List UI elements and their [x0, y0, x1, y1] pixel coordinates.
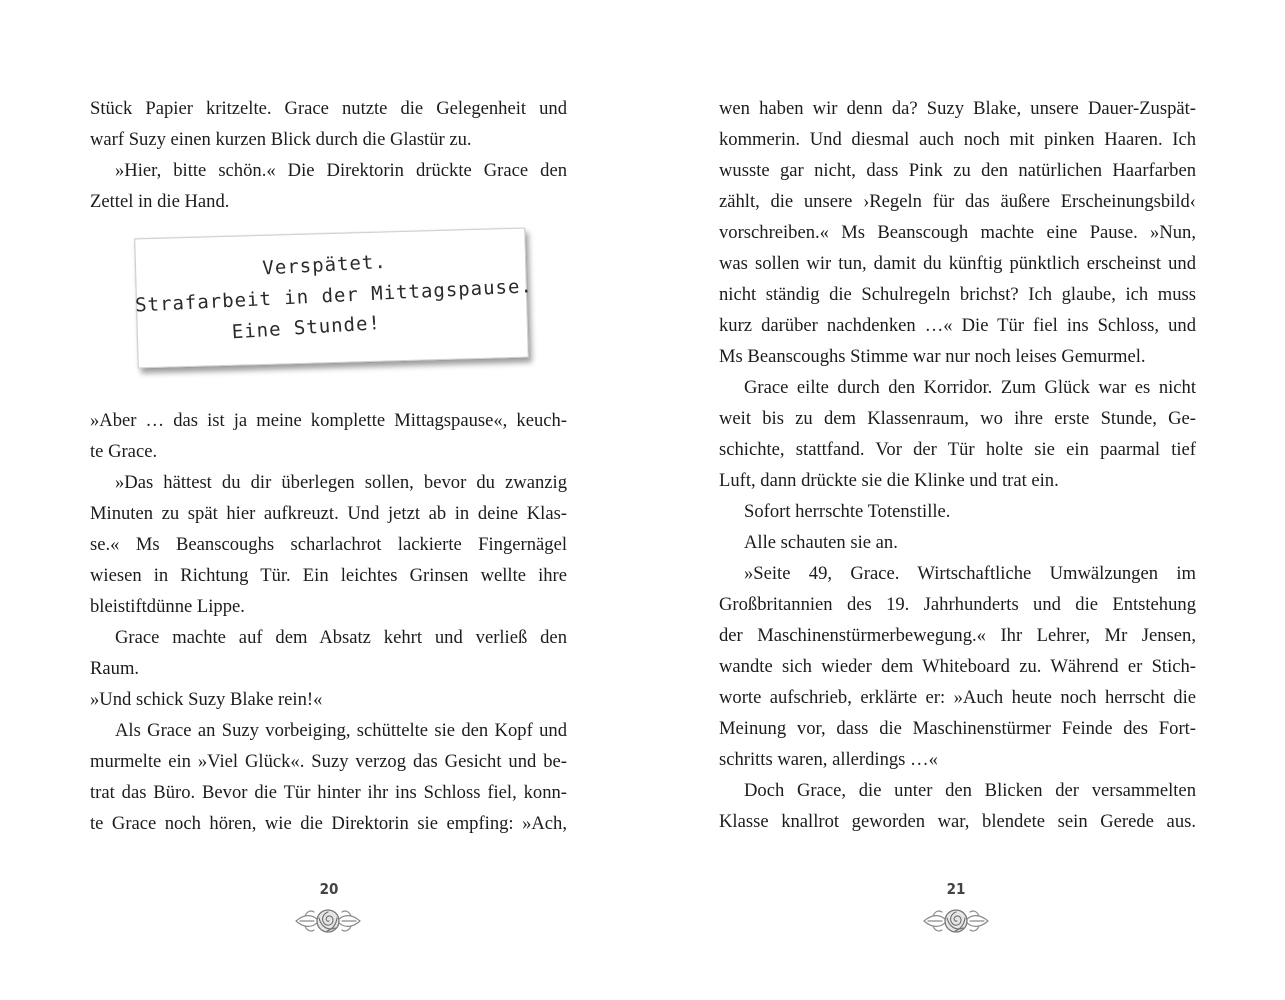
text-line: Doch Grace, die unter den Blicken der versammelten: [744, 780, 1196, 801]
text-line: se.« Ms Beanscoughs scharlachrot lackierte Fingernägel: [90, 534, 567, 555]
text-line: wandte sich wieder dem Whiteboard zu. Während er Stich-: [719, 656, 1196, 677]
text-line: Minuten zu spät hier aufkreuzt. Und jetzt ab in deine Klas-: [90, 503, 567, 524]
text-line: zählt, die unsere ›Regeln für das äußere Erscheinungsbild‹: [719, 191, 1196, 212]
text-line: Als Grace an Suzy vorbeiging, schüttelte sie den Kopf und: [115, 720, 567, 741]
text-line: schichte, stattfand. Vor der Tür holte sie ein paarmal tief: [719, 439, 1196, 460]
page-number: 21: [946, 880, 966, 898]
text-line: Klasse knallrot geworden war, blendete sein Gerede aus.: [719, 811, 1196, 832]
text-line: Stück Papier kritzelte. Grace nutzte die Gelegenheit und: [90, 98, 567, 119]
text-line: te Grace noch hören, wie die Direktorin sie empfing: »Ach,: [90, 813, 567, 834]
text-line: murmelte ein »Viel Glück«. Suzy verzog das Gesicht und be-: [90, 751, 567, 772]
text-line: weit bis zu dem Klassenraum, wo ihre erste Stunde, Ge-: [719, 408, 1196, 429]
text-line: trat das Büro. Bevor die Tür hinter ihr ins Schloss fiel, konn-: [90, 782, 567, 803]
note-line: Verspätet.: [261, 250, 388, 280]
text-line: was sollen wir tun, damit du künftig pünktlich erscheinst und: [719, 253, 1196, 274]
text-line: Meinung vor, dass die Maschinenstürmer Feinde des Fort-: [719, 718, 1196, 739]
left-text-block-1: [90, 93, 567, 217]
text-line: »Das hättest du dir überlegen sollen, bevor du zwanzig: [115, 472, 567, 493]
text-line: schritts waren, allerdings …«: [719, 749, 938, 770]
text-line: wiesen in Richtung Tür. Ein leichtes Grinsen wellte ihre: [90, 565, 567, 586]
page-number: 20: [319, 880, 339, 898]
text-line: warf Suzy einen kurzen Blick durch die Glastür zu.: [90, 129, 472, 150]
right-page: [642, 0, 1285, 1000]
rose-ornament-icon: [294, 904, 362, 938]
text-line: Raum.: [90, 658, 140, 679]
text-line: te Grace.: [90, 441, 158, 462]
left-page: [0, 0, 642, 1000]
note-line: Strafarbeit in der Mittagspause.: [134, 275, 534, 317]
text-line: der Maschinenstürmerbewegung.« Ihr Lehrer, Mr Jensen,: [719, 625, 1196, 646]
text-line: Grace eilte durch den Korridor. Zum Glück war es nicht: [744, 377, 1196, 398]
left-text-block-2: [90, 405, 567, 839]
text-line: Alle schauten sie an.: [744, 532, 898, 553]
text-line: Grace machte auf dem Absatz kehrt und verließ den: [115, 627, 567, 648]
text-line: wusste gar nicht, dass Pink zu den natürlichen Haarfarben: [719, 160, 1196, 181]
text-line: »Aber … das ist ja meine komplette Mittagspause«, keuch-: [90, 410, 567, 431]
text-line: »Hier, bitte schön.« Die Direktorin drückte Grace den: [115, 160, 567, 181]
text-line: Zettel in die Hand.: [90, 191, 230, 212]
rose-ornament-icon: [922, 904, 990, 938]
note-line: Eine Stunde!: [231, 312, 382, 344]
text-line: bleistiftdünne Lippe.: [90, 596, 245, 617]
text-line: Ms Beanscoughs Stimme war nur noch leises Gemurmel.: [719, 346, 1146, 367]
text-line: wen haben wir denn da? Suzy Blake, unsere Dauer-Zuspät-: [719, 98, 1196, 119]
text-line: worte aufschrieb, erklärte er: »Auch heute noch herrscht die: [719, 687, 1196, 708]
text-line: Luft, dann drückte sie die Klinke und trat ein.: [719, 470, 1059, 491]
text-line: kommerin. Und diesmal auch noch mit pinken Haaren. Ich: [719, 129, 1196, 150]
text-line: »Seite 49, Grace. Wirtschaftliche Umwälzungen im: [744, 563, 1196, 584]
note-paper: [134, 228, 534, 369]
right-text-block: [719, 93, 1196, 837]
text-line: Großbritannien des 19. Jahrhunderts und die Entstehung: [719, 594, 1196, 615]
text-line: vorschreiben.« Ms Beanscough machte eine Pause. »Nun,: [719, 222, 1196, 243]
text-line: kurz darüber nachdenken …« Die Tür fiel ins Schloss, und: [719, 315, 1196, 336]
text-line: »Und schick Suzy Blake rein!«: [90, 689, 323, 710]
text-line: Sofort herrschte Totenstille.: [744, 501, 951, 522]
text-line: nicht ständig die Schulregeln brichst? Ich glaube, ich muss: [719, 284, 1196, 305]
